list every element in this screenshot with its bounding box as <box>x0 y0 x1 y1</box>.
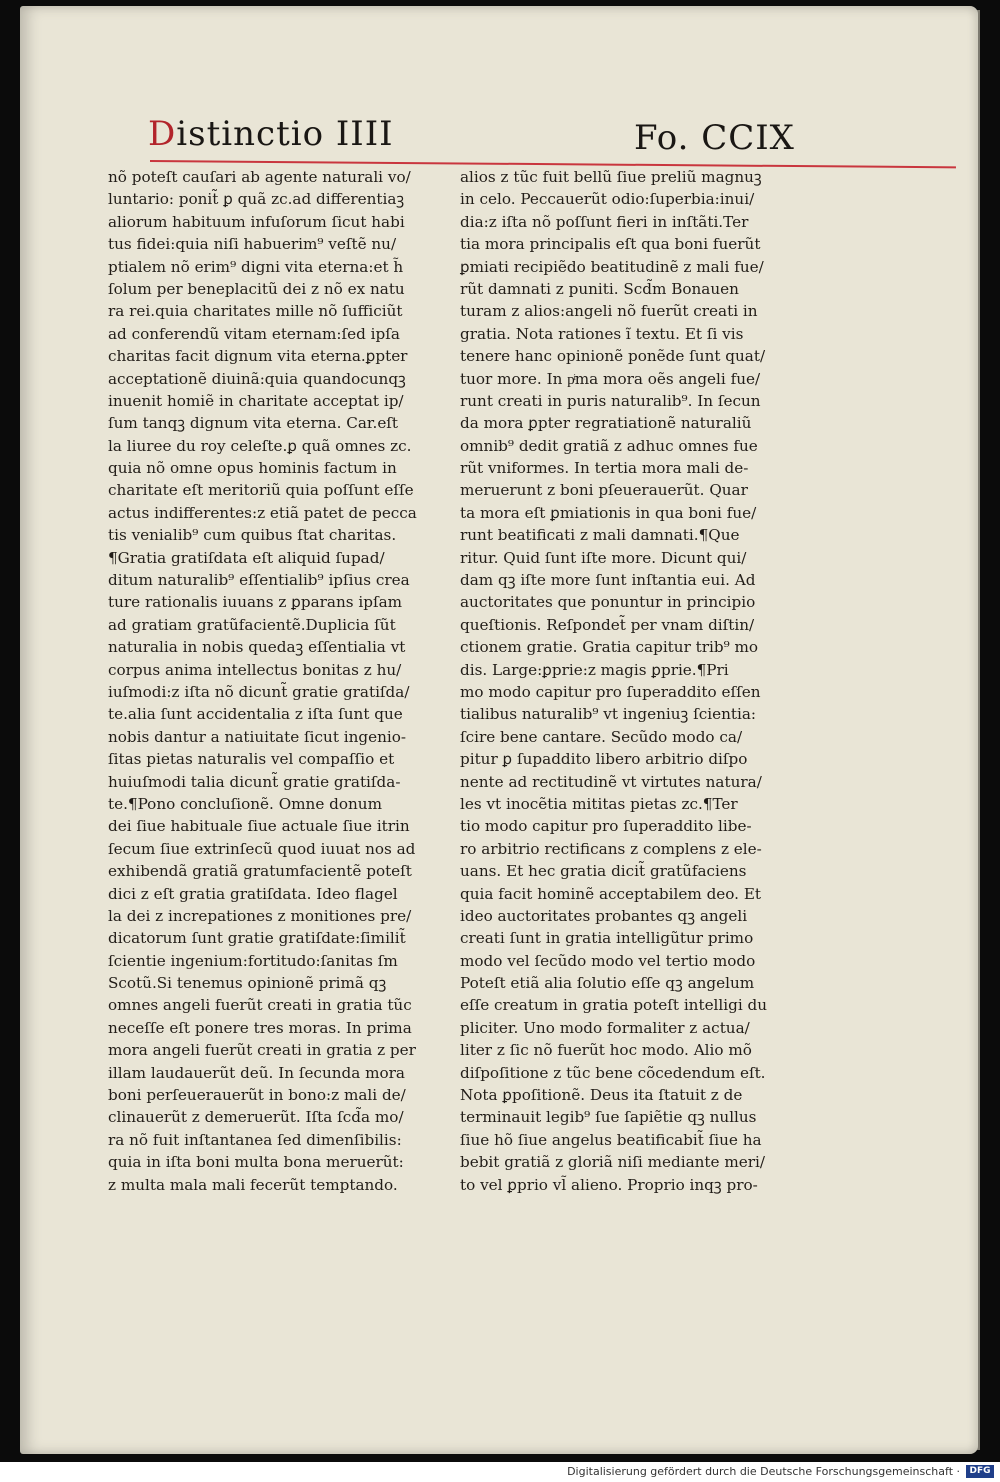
text-line: runt beatificati z mali damnati.¶Que <box>460 526 740 545</box>
text-line: runt creati in puris naturalib⁹. In ſecun <box>460 391 761 410</box>
text-line: ro arbitrio rectificans z complens z ele- <box>460 839 762 858</box>
text-line: in celo. Peccauerũt odio:ſuperbia:inui/ <box>460 190 755 209</box>
text-line: ꝑmiati recipiẽdo beatitudinẽ z mali fue/ <box>460 257 764 276</box>
running-head-initial: D <box>148 114 177 154</box>
text-line: auctoritates que ponuntur in principio <box>460 593 756 612</box>
text-line: z multa mala mali fecerũt temptando. <box>108 1175 398 1194</box>
text-line: nõ poteſt cauſari ab agente naturali vo/ <box>108 168 411 186</box>
text-line: ¶Gratia gratiſdata eſt aliquid ſupad/ <box>108 548 385 567</box>
text-line: dia:z iſta nõ poſſunt fieri in inſtãti.Ter <box>460 212 749 231</box>
text-line: ture rationalis iuuans z ꝑparans ipſam <box>108 593 403 612</box>
text-line: quia in iſta boni multa bona meruerũt: <box>108 1153 404 1172</box>
text-line: luntario: ponit̃ ꝑ quã zc.ad differentiaꝫ <box>108 190 405 209</box>
text-line: neceſſe eſt ponere tres moras. In prima <box>108 1018 412 1037</box>
text-line: nente ad rectitudinẽ vt virtutes natura/ <box>460 772 762 791</box>
text-line: exhibendã gratiã gratumfacientẽ poteſt <box>108 862 412 881</box>
text-line: te.alia ſunt accidentalia z iſta ſunt que <box>108 705 403 724</box>
text-line: charitate eſt meritoriũ quia poſſunt eſſe <box>108 481 414 500</box>
running-head-left <box>148 114 394 154</box>
text-line: ad conferendũ vitam eternam:ſed ipſa <box>108 324 400 343</box>
text-line: huiuſmodi talia dicunt̃ gratie gratiſda- <box>108 772 401 791</box>
text-line: ſiue hõ ſiue angelus beatificabit̃ ſiue ha <box>460 1130 762 1149</box>
text-line: boni perſeuerauerũt in bono:z mali de/ <box>108 1086 406 1105</box>
text-line: to vel ꝑprio vl̃ alieno. Proprio inqꝫ pro- <box>460 1175 758 1194</box>
text-line: ſitas pietas naturalis vel compaſſio et <box>108 750 395 769</box>
text-line: dis. Large:ꝑprie:z magis ꝑprie.¶Pri <box>460 660 729 679</box>
text-line: illam laudauerũt deũ. In ſecunda mora <box>108 1063 405 1082</box>
text-line: dei ſiue habituale ſiue actuale ſiue itrin <box>108 817 410 836</box>
text-line: actus indifferentes:z etiã patet de pecca <box>108 503 417 522</box>
text-line: quia facit hominẽ acceptabilem deo. Et <box>460 884 762 903</box>
text-line: tus fidei:quia niſi habuerim⁹ veſtẽ nu/ <box>108 235 397 254</box>
text-line: aliorum habituum infuſorum ſicut habi <box>108 212 405 231</box>
text-line: liter z ſic nõ fuerũt hoc modo. Alio mõ <box>460 1041 752 1060</box>
text-line: omnib⁹ dedit gratiã z adhuc omnes fue <box>460 436 758 455</box>
running-head-left-text: istinctio IIII <box>176 114 394 154</box>
text-line: dici z eſt gratia gratiſdata. Ideo flagel <box>108 884 398 903</box>
text-line: dam qꝫ iſte more ſunt inſtantia eui. Ad <box>460 571 756 590</box>
text-line: la dei z increpationes z monitiones pre/ <box>108 906 412 925</box>
text-line: tio modo capitur pro ſuperaddito libe- <box>460 817 752 836</box>
text-line: eſſe creatum in gratia poteſt intelligi du <box>460 996 768 1015</box>
text-line: ſcientie ingenium:fortitudo:ſanitas ſm <box>108 951 398 970</box>
text-line: bebit gratiã z gloriã niſi mediante meri/ <box>460 1153 765 1172</box>
text-line: acceptationẽ diuinã:quia quandocunqꝫ <box>108 369 406 388</box>
dfg-logo: DFG <box>966 1465 994 1478</box>
text-line: alios z tũc fuit bellũ ſiue preliũ magnuꝫ <box>460 168 762 186</box>
text-line: ra nõ fuit inſtantanea ſed dimenſibilis: <box>108 1130 402 1149</box>
text-line: dicatorum ſunt gratie gratiſdate:ſimilit̃ <box>108 929 406 948</box>
text-line: tuor more. In pͥma mora oẽs angeli fue/ <box>460 369 761 388</box>
text-line: creati ſunt in gratia intelligũtur primo <box>460 929 754 948</box>
text-line: tenere hanc opinionẽ ponẽde ſunt quat/ <box>460 347 766 366</box>
text-line: ptialem nõ erim⁹ digni vita eterna:et h̃ <box>108 257 404 276</box>
text-line: meruerunt z boni pſeuerauerũt. Quar <box>460 481 748 500</box>
text-line: gratia. Nota rationes ĩ textu. Et ſi vis <box>460 324 744 343</box>
text-line: queſtionis. Reſpondet̃ per vnam diſtin/ <box>460 615 755 634</box>
left-text-column <box>108 166 448 1196</box>
folio-number: Fo. CCIX <box>634 118 795 158</box>
text-line: tialibus naturalib⁹ vt ingeniuꝫ ſcientia: <box>460 705 756 724</box>
text-line: ritur. Quid ſunt iſte more. Dicunt qui/ <box>460 548 747 567</box>
text-line: rũt damnati z puniti. Scd̃m Bonauen <box>460 279 739 298</box>
text-line: ditum naturalib⁹ eſſentialib⁹ ipſius crea <box>108 571 410 590</box>
text-line: modo vel ſecũdo modo vel tertio modo <box>460 951 756 970</box>
text-line: pitur ꝑ ſupaddito libero arbitrio diſpo <box>460 750 748 769</box>
text-line: la liuree du roy celeſte.ꝑ quã omnes zc. <box>108 436 412 455</box>
funding-note: Digitalisierung gefördert durch die Deutsche Forschungsgemeinschaft · <box>567 1465 960 1478</box>
text-line: quia nõ omne opus hominis factum in <box>108 459 397 478</box>
text-line: pliciter. Uno modo formaliter z actua/ <box>460 1018 750 1037</box>
text-line: nobis dantur a natiuitate ſicut ingenio- <box>108 727 407 746</box>
text-line: omnes angeli fuerũt creati in gratia tũc <box>108 996 412 1015</box>
text-line: ſecum ſiue extrinſecũ quod iuuat nos ad <box>108 839 416 858</box>
text-line: charitas facit dignum vita eterna.ꝑpter <box>108 347 408 366</box>
text-line: corpus anima intellectus bonitas z hu/ <box>108 660 402 679</box>
text-line: Scotũ.Si tenemus opinionẽ primã qꝫ <box>108 974 387 993</box>
text-line: tis venialib⁹ cum quibus ſtat charitas. <box>108 526 397 545</box>
text-line: Poteſt etiã alia ſolutio eſſe qꝫ angelum <box>460 974 755 993</box>
text-line: terminauit legib⁹ ſue ſapiẽtie qꝫ nullus <box>460 1108 757 1127</box>
text-line: ſum tanqꝫ dignum vita eterna. Car.eſt <box>108 414 399 433</box>
text-line: turam z alios:angeli nõ fuerũt creati in <box>460 302 758 321</box>
text-line: Nota ꝑpoſitionẽ. Deus ita ſtatuit z de <box>460 1086 743 1105</box>
text-line: mora angeli fuerũt creati in gratia z per <box>108 1041 416 1060</box>
text-line: rũt vniformes. In tertia mora mali de- <box>460 459 749 478</box>
text-line: tia mora principalis eſt qua boni fuerũt <box>460 235 761 254</box>
footer-bar <box>0 1462 1000 1482</box>
text-line: diſpoſitione z tũc bene cõcedendum eſt. <box>460 1063 766 1082</box>
text-line: les vt inocẽtia mititas pietas zc.¶Ter <box>460 794 738 813</box>
text-line: ſcire bene cantare. Secũdo modo ca/ <box>460 727 743 746</box>
text-line: ra rei.quia charitates mille nõ ſufficiũt <box>108 302 403 321</box>
text-line: clinauerũt z demeruerũt. Iſta ſcd̃a mo/ <box>108 1108 404 1127</box>
text-line: iuſmodi:z iſta nõ dicunt̃ gratie gratiſda/ <box>108 682 410 701</box>
right-text-column <box>460 166 800 1196</box>
text-line: ſolum per beneplacitũ dei z nõ ex natu <box>108 279 405 298</box>
text-line: ad gratiam gratũfacientẽ.Duplicia ſũt <box>108 615 396 634</box>
text-line: ideo auctoritates probantes qꝫ angeli <box>460 906 748 925</box>
text-line: da mora ꝑpter regratiationẽ naturaliũ <box>460 414 752 433</box>
text-line: ctionem gratie. Gratia capitur trib⁹ mo <box>460 638 759 657</box>
text-line: inuenit homiẽ in charitate acceptat ip/ <box>108 391 404 410</box>
text-line: naturalia in nobis quedaꝫ eſſentialia vt <box>108 638 406 657</box>
text-line: te.¶Pono concluſionẽ. Omne donum <box>108 794 382 813</box>
text-line: uans. Et hec gratia dicit̃ gratũfaciens <box>460 862 747 881</box>
text-line: ta mora eſt ꝑmiationis in qua boni fue/ <box>460 503 757 522</box>
text-line: mo modo capitur pro ſuperaddito eſſen <box>460 682 761 701</box>
